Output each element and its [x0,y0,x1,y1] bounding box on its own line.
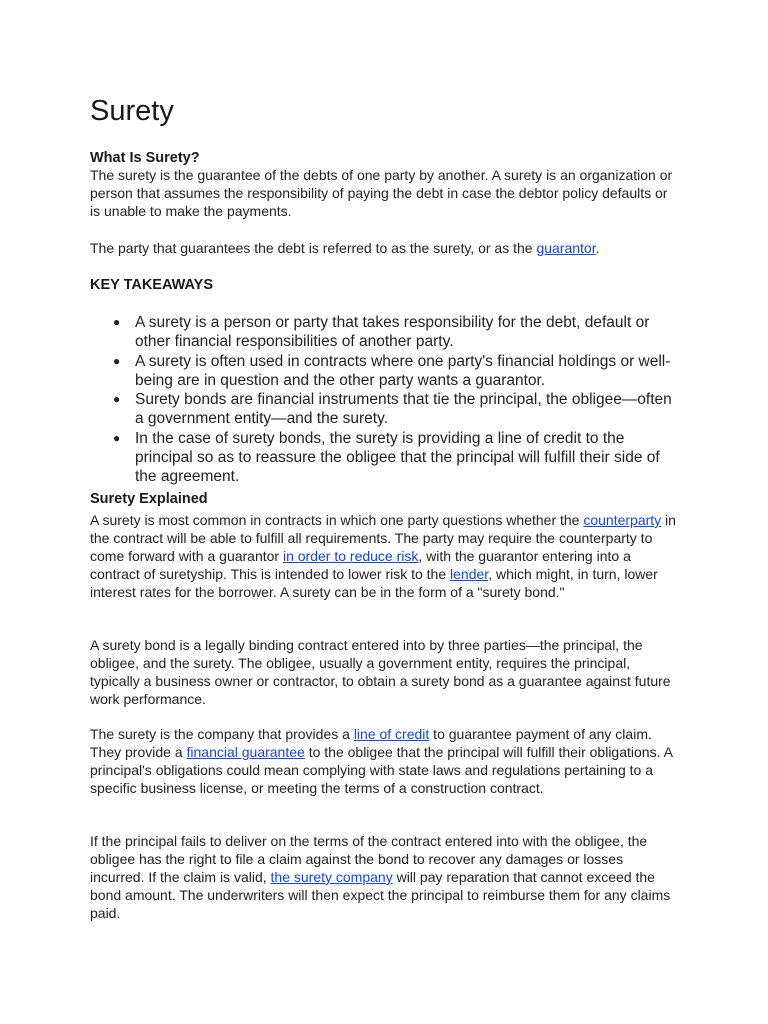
paragraph-text: A surety bond is a legally binding contract entered into by three parties—the principal, the obligee, and the surety. The obligee, usually a government entity, requires the principal, typically a business owner or contractor, to obtain a surety bond as a guarantee against future work performance. [90,637,671,707]
paragraph-text: in the contract will be able to fulfill all requirements. The party may require the counterparty to come forward with a guarantor [90,512,676,564]
paragraph [90,240,680,258]
guarantor-link[interactable]: guarantor [536,240,596,256]
page-title: Surety [90,95,174,127]
key-takeaways-heading-block [90,276,680,294]
key-takeaways-list [90,313,680,487]
key-takeaways-heading: KEY TAKEAWAYS [90,277,214,293]
financial-guarantee-link[interactable]: financial guarantee [186,743,305,760]
section-what-is-surety [90,149,680,167]
section-heading: What Is Surety? [90,150,200,166]
paragraph-text: to guarantee payment of any claim. They provide a [90,726,652,760]
section-surety-explained [90,490,680,508]
paragraph-text: to the obligee that the principal will fulfill their obligations. A principal's obligations could mean complying with state laws and regulations pertaining to a specific business license, or meeting the terms of a construction contract. [90,743,673,796]
bullet-icon: ● [113,392,121,407]
section-heading: Surety Explained [90,491,208,507]
bullet-icon: ● [113,353,121,368]
list-item [113,313,680,352]
paragraph-text: A surety is most common in contracts in which one party questions whether the [90,512,584,528]
paragraph-text: If the principal fails to deliver on the terms of the contract entered into with the obligee, the obligee has the right to file a claim against the bond to recover any damages or losses incurred. If the claim is valid, [90,833,648,885]
line-of-credit-link[interactable]: line of credit [353,726,430,742]
key-takeaways-list-block [90,313,680,487]
counterparty-link[interactable]: counterparty [583,512,662,528]
bullet-icon: ● [113,430,121,445]
paragraph [90,833,680,923]
list-item [113,429,680,487]
paragraph-text: , which might, in turn, lower interest rates for the borrower. A surety can be in the form of a "surety bond." [90,565,658,600]
paragraph [90,512,680,602]
paragraph-text: , with the guarantor entering into a contract of suretyship. This is intended to lower risk to the [90,547,631,582]
paragraph-text: The party that guarantees the debt is referred to as the surety, or as the [90,240,537,256]
surety-company-link[interactable]: the surety company [270,868,393,885]
paragraph-text: . [595,240,600,256]
paragraph [90,637,680,709]
paragraph [90,167,680,221]
list-item [113,352,680,391]
list-item-text: Surety bonds are financial instruments that tie the principal, the obligee—often a government entity—and the surety. [135,391,672,428]
bullet-icon: ● [113,315,121,329]
list-item-text: A surety is often used in contracts where one party's financial holdings or well-being are in question and the other party wants a guarantor. [135,352,671,389]
paragraph-text: will pay reparation that cannot exceed the bond amount. The underwriters will then expect the principal to reimburse them for any claims paid. [90,868,671,921]
list-item [113,390,680,429]
paragraph-text: The surety is the guarantee of the debts of one party by another. A surety is an organization or person that assumes the responsibility of paying the debt in case the debtor policy defaults or is unable to make the payments. [90,167,673,219]
reduce-risk-link[interactable]: in order to reduce risk [282,547,419,564]
paragraph [90,726,680,798]
list-item-text: In the case of surety bonds, the surety is providing a line of credit to the principal so as to reassure the obligee that the principal will fulfill their side of the agreement. [135,429,660,486]
paragraph-text: The surety is the company that provides a [90,726,354,742]
list-item-text: A surety is a person or party that takes responsibility for the debt, default or other financial responsibilities of another party. [135,314,650,351]
lender-link[interactable]: lender [450,565,489,582]
